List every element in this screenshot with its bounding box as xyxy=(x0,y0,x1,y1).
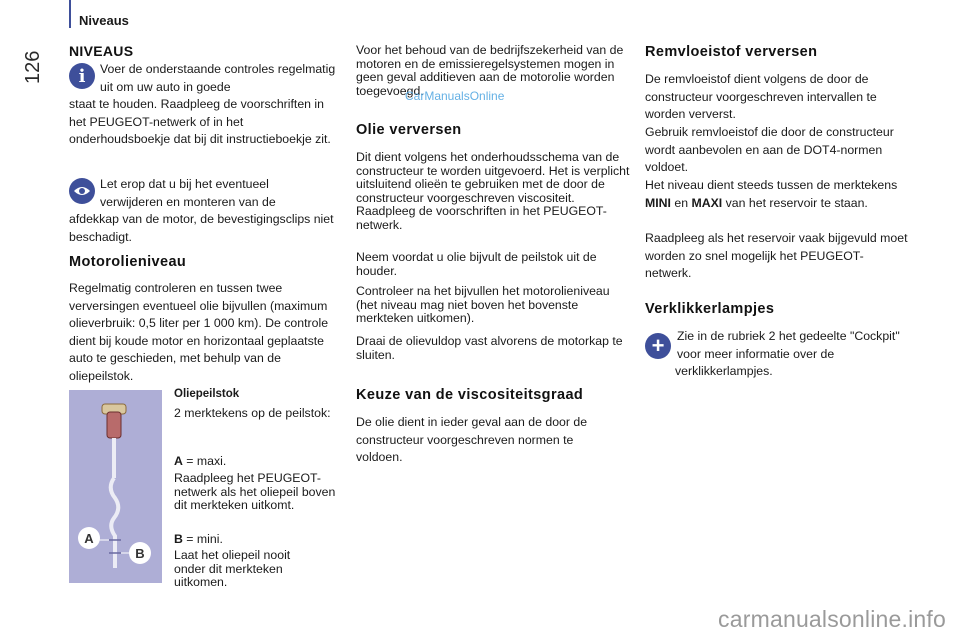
marker-a-text: Raadpleeg het PEUGEOT-netwerk als het oliepeil boven dit merkteken uitkomt. xyxy=(174,471,336,512)
marker-a-label: A xyxy=(84,531,94,546)
marker-a-definition xyxy=(174,453,226,471)
eye-text-indented: Let erop dat u bij het eventueel verwijderen en monteren van de xyxy=(100,177,276,209)
verk-text-indented: Zie in de rubriek 2 het gedeelte "Cockpit" voor meer informatie over de xyxy=(677,329,900,361)
footer-watermark: carmanualsonline.info xyxy=(718,606,946,632)
header-accent-line xyxy=(69,0,71,28)
page-number: 126 xyxy=(22,50,44,84)
rem-paragraph-4: Raadpleeg als het reservoir vaak bijgevuld moet worden zo snel mogelijk het PEUGEOT-netwerk. xyxy=(645,231,908,280)
dipstick-heading: Oliepeilstok xyxy=(174,388,240,400)
additives-notice: Voor het behoud van de bedrijfszekerheid van de motoren en de emissieregelsystemen mogen in geen geval additieven aan de motorolie worden toegevoegd. xyxy=(356,43,624,98)
olie-heading: Olie verversen xyxy=(356,122,462,138)
info-text: staat te houden. Raadpleeg de voorschriften in het PEUGEOT-netwerk of in het onderhoudsboekje dat bij dit instructieboekje zit. xyxy=(69,97,331,146)
marker-b-text: Laat het oliepeil nooit onder dit merkteken uitkomen. xyxy=(174,548,291,589)
eye-icon xyxy=(69,178,95,204)
keuze-heading: Keuze van de viscositeitsgraad xyxy=(356,387,584,403)
rem-heading: Remvloeistof verversen xyxy=(645,44,818,60)
olie-paragraph-3: Controleer na het bijvullen het motorolieniveau (het niveau mag niet boven het bovenste merkteken uitkomen). xyxy=(356,284,610,325)
rem-paragraph-2: Gebruik remvloeistof die door de constructeur wordt aanbevolen en aan de DOT4-normen voldoet. xyxy=(645,125,894,174)
marker-a-value: = maxi. xyxy=(182,454,227,468)
marker-b-value: = mini. xyxy=(182,532,223,546)
marker-a-key: A xyxy=(174,454,183,468)
motor-heading: Motorolieniveau xyxy=(69,254,187,270)
rem-p3-start: Het niveau dient steeds tussen de merktekens xyxy=(645,178,898,192)
verk-heading: Verklikkerlampjes xyxy=(645,301,775,317)
watermark-overlay: CarManualsOnline xyxy=(405,89,505,103)
keuze-text: De olie dient in ieder geval aan de door de constructeur voorgeschreven normen te voldoen. xyxy=(356,415,588,464)
marker-b-key: B xyxy=(174,532,183,546)
info-text-indented: Voer de onderstaande controles regelmatig uit om uw auto in goede xyxy=(100,62,336,94)
dipstick-drawing xyxy=(69,390,162,583)
section-title: Niveaus xyxy=(79,13,129,28)
main-heading: NIVEAUS xyxy=(69,43,134,59)
plus-icon: + xyxy=(645,333,671,359)
rem-p3-end: van het reservoir te staan. xyxy=(722,195,868,210)
marker-b-definition xyxy=(174,531,223,549)
olie-paragraph-2: Neem voordat u olie bijvult de peilstok uit de houder. xyxy=(356,250,597,278)
rem-paragraph-1: De remvloeistof dient volgens de door de constructeur voorgeschreven intervallen te worden ververst. xyxy=(645,72,877,121)
dipstick-intro: 2 merktekens op de peilstok: xyxy=(174,406,331,420)
info-icon: i xyxy=(69,63,95,89)
motor-text: Regelmatig controleren en tussen twee verversingen eventueel olie bijvullen (maximum olieverbruik: 0,5 liter per 1 000 km). De controle dient bij koude motor en horizontaal geplaatste auto te geschieden, met behulp van de oliepeilstok. xyxy=(69,281,329,383)
eye-text: afdekkap van de motor, de bevestigingsclips niet beschadigt. xyxy=(69,212,334,244)
rem-p3-en: en xyxy=(670,195,692,210)
dipstick-illustration xyxy=(69,390,162,583)
rem-p3-maxi: MAXI xyxy=(691,195,723,210)
olie-paragraph-4: Draai de olievuldop vast alvorens de motorkap te sluiten. xyxy=(356,334,623,362)
rem-paragraph-3 xyxy=(645,177,917,212)
marker-b-label: B xyxy=(135,546,145,561)
rem-p3-mini: MINI xyxy=(645,195,671,210)
olie-paragraph-1: Dit dient volgens het onderhoudsschema van de constructeur te worden uitgevoerd. Het is verplicht uitsluitend olieën te gebruiken met de door de constructeur voorgeschreven viscositeit. Raadpleeg de voorschriften in het PEUGEOT-netwerk. xyxy=(356,150,630,232)
verk-text: verklikkerlampjes. xyxy=(675,364,773,378)
